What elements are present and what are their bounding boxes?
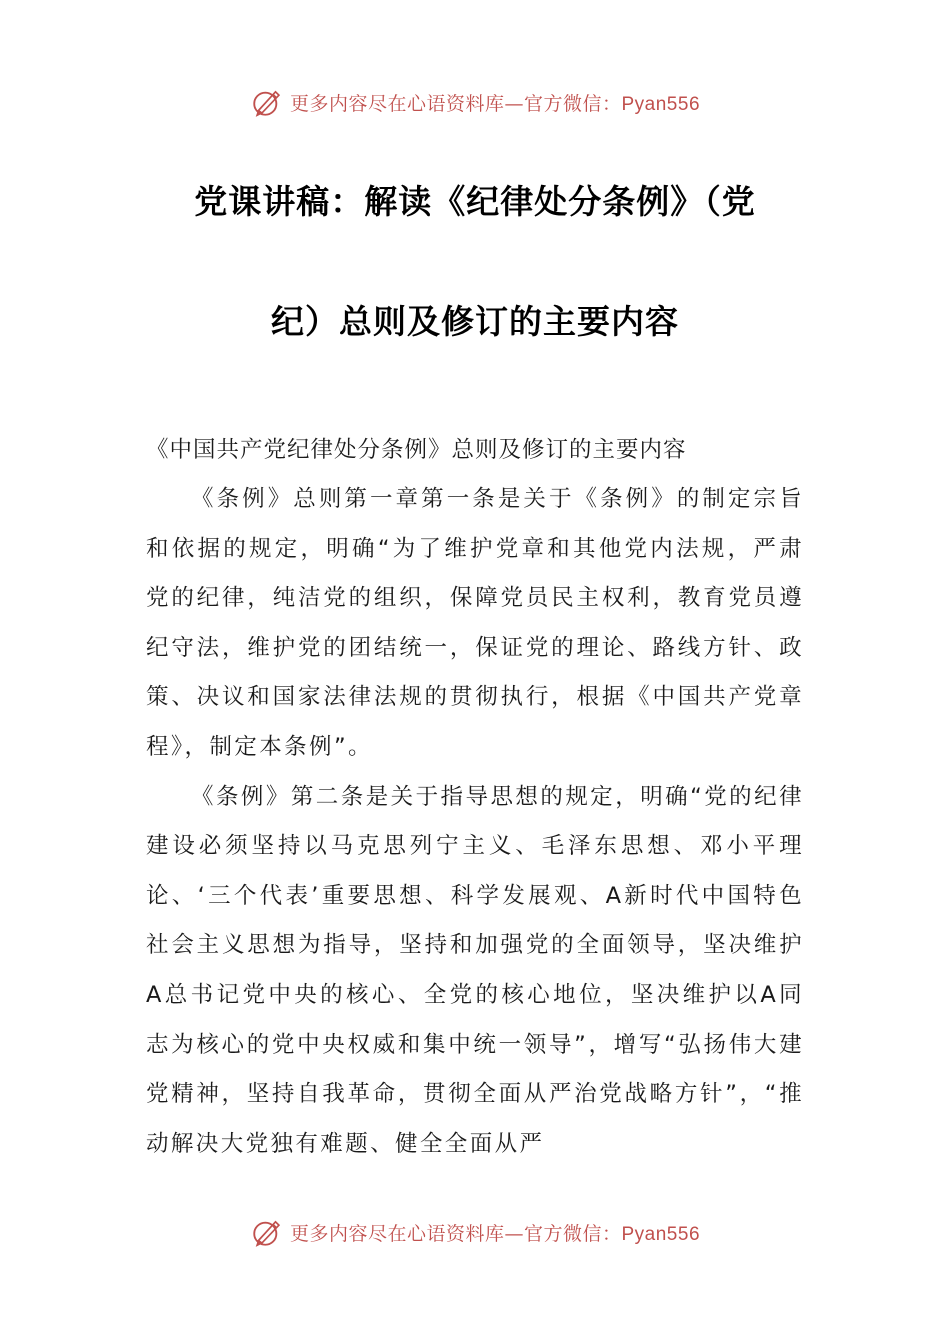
document-title-line1: 党课讲稿：解读《纪律处分条例》（党 bbox=[194, 182, 756, 221]
paragraph: 《条例》第二条是关于指导思想的规定，明确“党的纪律建设必须坚持以马克思列宁主义、毛泽东思想、邓小平理论、‘三个代表’重要思想、科学发展观、A新时代中国特色社会主义思想为指导，坚持和加强党的全面领导，坚决维护A总书记党中央的核心、全党的核心地位，坚决维护以A同志为核心的党中央权威和集中统一领导”，增写“弘扬伟大建党精神，坚持自我革命，贯彻全面从严治党战略方针”，“推动解决大党独有难题、健全全面从严 bbox=[146, 783, 804, 1157]
watermark-wechat-id: Pyan556 bbox=[621, 1223, 701, 1245]
watermark-text: 更多内容尽在心语资料库—官方微信：Pyan556 bbox=[289, 1222, 701, 1245]
document-subheading: 《中国共产党纪律处分条例》总则及修订的主要内容 bbox=[146, 437, 687, 463]
paragraph: 《条例》总则第一章第一条是关于《条例》的制定宗旨和依据的规定，明确“为了维护党章和其他党内法规，严肃党的纪律，纯洁党的组织，保障党员民主权利，教育党员遵纪守法，维护党的团结统一，保证党的理论、路线方针、政策、决议和国家法律法规的贯彻执行，根据《中国共产党章程》，制定本条例”。 bbox=[146, 486, 804, 760]
watermark-text: 更多内容尽在心语资料库—官方微信：Pyan556 bbox=[289, 92, 701, 115]
pen-logo-icon bbox=[250, 1215, 284, 1249]
document-body bbox=[146, 475, 804, 1169]
watermark-wechat-id: Pyan556 bbox=[621, 93, 701, 115]
watermark-footer bbox=[0, 1212, 950, 1252]
document-title-line2: 纪）总则及修订的主要内容 bbox=[271, 302, 679, 341]
pen-logo-icon bbox=[250, 85, 284, 119]
watermark-header bbox=[0, 82, 950, 122]
